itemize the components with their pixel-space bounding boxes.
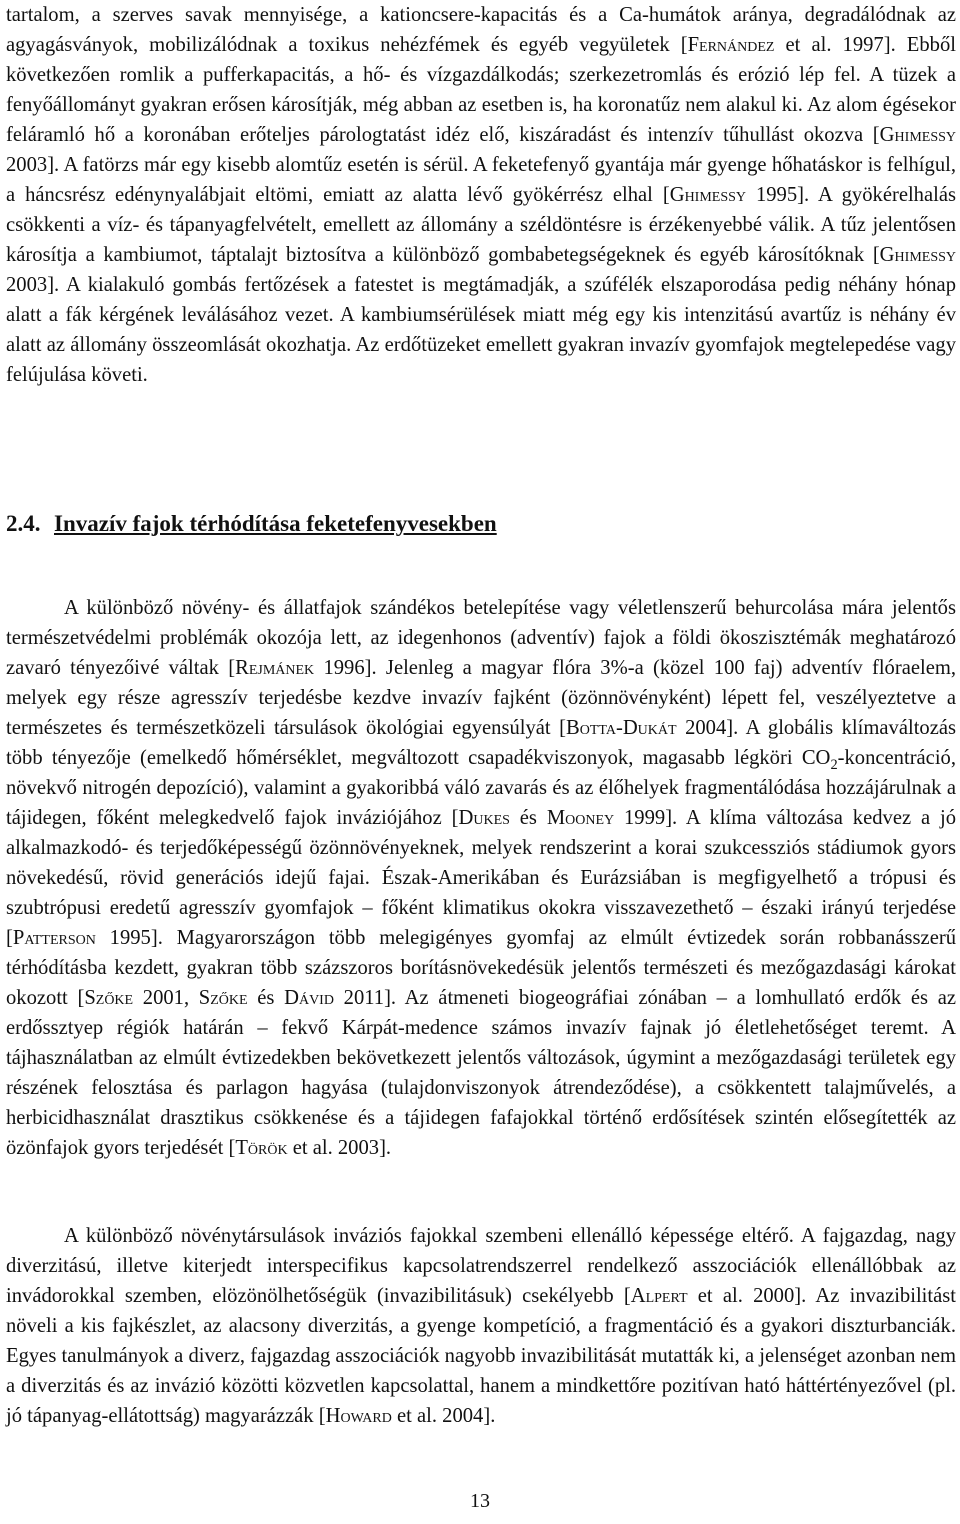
citation-author: Rejmánek [235,657,315,679]
section-heading [6,509,497,539]
text-run: A különböző növény- és állatfajok szándékos betelepítése vagy véletlenszerű behurcolása mára jelentős természetvédelmi problémák okozója lett, az idegenhonos (adventív) fajok a földi ökoszisztémák meghatározó zavaró tényezőivé váltak [ [6,597,956,679]
citation-author: Alpert [630,1285,688,1307]
text-run: 1995]. A gyökérelhalás csökkenti a víz- és tápanyagfelvételt, emellett az állomány a széldöntésre is érzékenyebbé válik. A tűz jelentősen károsítja a kambiumot, táptalajt biztosítva a különböző gombabetegségeknek és egyéb károsítóknak [ [6,184,956,266]
text-run: 1999]. A klíma változása kedvez a jó alkalmazkodó- és terjedőképességű özönnövényeknek, melyek rendszerint a korai szukcessziós stádiumok gyors növekedésű, rövid generációs idejű fajai. Észak-Amerikában és Eurázsiában is megfigyelhető a trópusi és szubtrópusi eredetű agresszív gyomfajok – főként klimatikus okokra visszavezethető – északi irányú terjedése [ [6,807,957,949]
text-run: A különböző növénytársulások inváziós fajokkal szembeni ellenálló képessége eltérő. A fajgazdag, nagy diverzitású, illetve kiterjedt interspecifikus kapcsolatrendszerrel rendelkező asszociációk ellenállóbbak az invádorokkal szemben, elözönölhetőségük (invazibilitásuk) csekélyebb [ [6,1225,956,1307]
citation-author: Patterson [12,927,96,949]
text-run: tartalom, a szerves savak mennyisége, a kationcsere-kapacitás és a Ca-humátok aránya, degradálódnak az agyagásványok, mobilizálódnak a toxikus nehézfémek és egyéb vegyületek [ [6,4,956,56]
citation-author: Ghimessy [879,124,956,146]
citation-author: Botta-Dukát [566,717,677,739]
citation-author: Howard [325,1405,392,1427]
citation-author: Szőke [198,987,248,1009]
text-run: et al. 2003]. [287,1137,392,1159]
citation-author: Fernández [687,34,775,56]
citation-author: Török [235,1137,288,1159]
citation-author: Mooney [546,807,615,829]
section-number: 2.4. [6,511,41,536]
text-run: 2011]. Az átmeneti biogeográfiai zónában – a lomhullató erdők és az erdőssztyep régiók határán – fekvő Kárpát-medence számos invazív fajnak jó életlehetőséget teremt. A tájhasználatban az elmúlt évtizedekben bekövetkezett jelentős változások, úgymint a mezőgazdasági területek egy részének felosztása és parlagon hagyása (tulajdonviszonyok átrendeződése), a csökkentett talajművelés, a herbicidhasználat drasztikus csökkenése és a tájidegen fafajokkal történő erdősítések szintén elősegítették az özönfajok gyors terjedését [ [6,987,957,1159]
text-run: 1995]. Magyarországon több melegigényes gyomfaj az elmúlt évtizedek során robbanásszerű térhódításba kezdett, gyakran több százszoros borításnövekedésük jelentős természeti és mezőgazdasági károkat okozott [ [6,927,956,1009]
section-title: Invazív fajok térhódítása feketefenyvesekben [54,511,497,536]
text-run: et al. 2000]. Az invazibilitást növeli a kis fajkészlet, az alacsony diverzitás, a gyenge kompetíció, a fragmentáció és a gyakori diszturbanciák. Egyes tanulmányok a diverz, fajgazdag asszociációk nagyobb invazibilitását mutatták ki, a jelenséget azonban nem a diverzitás és az invázió közötti közvetlen kapcsolattal, hanem a mindkettőre pozitívan ható háttértényezővel (pl. jó tápanyag-ellátottság) magyarázzák [ [6,1285,956,1427]
text-run: 2003]. A fatörzs már egy kisebb alomtűz esetén is sérül. A feketefenyő gyantája már gyenge hőhatáskor is felhígul, a háncsrész edénynyalábjait eltömi, emiatt az alatta lévő gyökérrész elhal [ [6,154,956,206]
paragraph-invasibility [6,1221,956,1431]
citation-author: Dávid [284,987,334,1009]
subscript: 2 [830,757,838,774]
text-run: 2001, [133,987,199,1009]
paragraph-fire-damage [6,0,956,390]
text-run: és [247,987,285,1009]
text-run: 2003]. A kialakuló gombás fertőzések a fatestet is megtámadják, a szúfélék elszaporodása pedig néhány hónap alatt a fák kérgének leválásához vezet. A kambiumsérülések miatt még egy kis intenzitású avartűz is néhány év alatt az állomány összeomlását okozhatja. Az erdőtüzeket emellett gyakran invazív gyomfajok megtelepedése vagy felújulása követi. [6,274,956,386]
text-run: 2004]. A globális klímaváltozás több tényezője (emelkedő hőmérséklet, megváltozott csapadékviszonyok, magasabb légköri CO [6,717,957,769]
text-run: et al. 1997]. Ebből következően romlik a pufferkapacitás, a hő- és vízgazdálkodás; szerkezetromlás és erózió lép fel. A tüzek a fenyőállományt gyakran erősen károsítják, még abban az esetben is, ha koronatűz nem alakul ki. Az alom égésekor feláramló hő a koronában erőteljes párologtatást idéz elő, kiszáradást és intenzív tűhullást okozva [ [6,34,956,146]
citation-author: Szőke [84,987,134,1009]
text-run: -koncentráció, növekvő nitrogén depozíció), valamint a gyakoribbá váló zavarás és az élőhelyek fragmentálódása hozzájárulnak a tájidegen, főként melegkedvelő fajok inváziójához [ [6,747,956,829]
paragraph-invasive-species [6,593,956,1163]
text-run: et al. 2004]. [391,1405,496,1427]
citation-author: Dukes [458,807,510,829]
citation-author: Ghimessy [669,184,747,206]
text-run: 1996]. Jelenleg a magyar flóra 3%-a (közel 100 faj) adventív flóraelem, melyek egy része agresszív terjedésbe kezdve invazív fajként (özönnövényként) lépett fel, veszélyeztetve a természetes és természetközeli társulások ökológiai egyensúlyát [ [6,657,957,739]
text-run: és [509,807,547,829]
page-number: 13 [470,1490,490,1512]
citation-author: Ghimessy [879,244,956,266]
